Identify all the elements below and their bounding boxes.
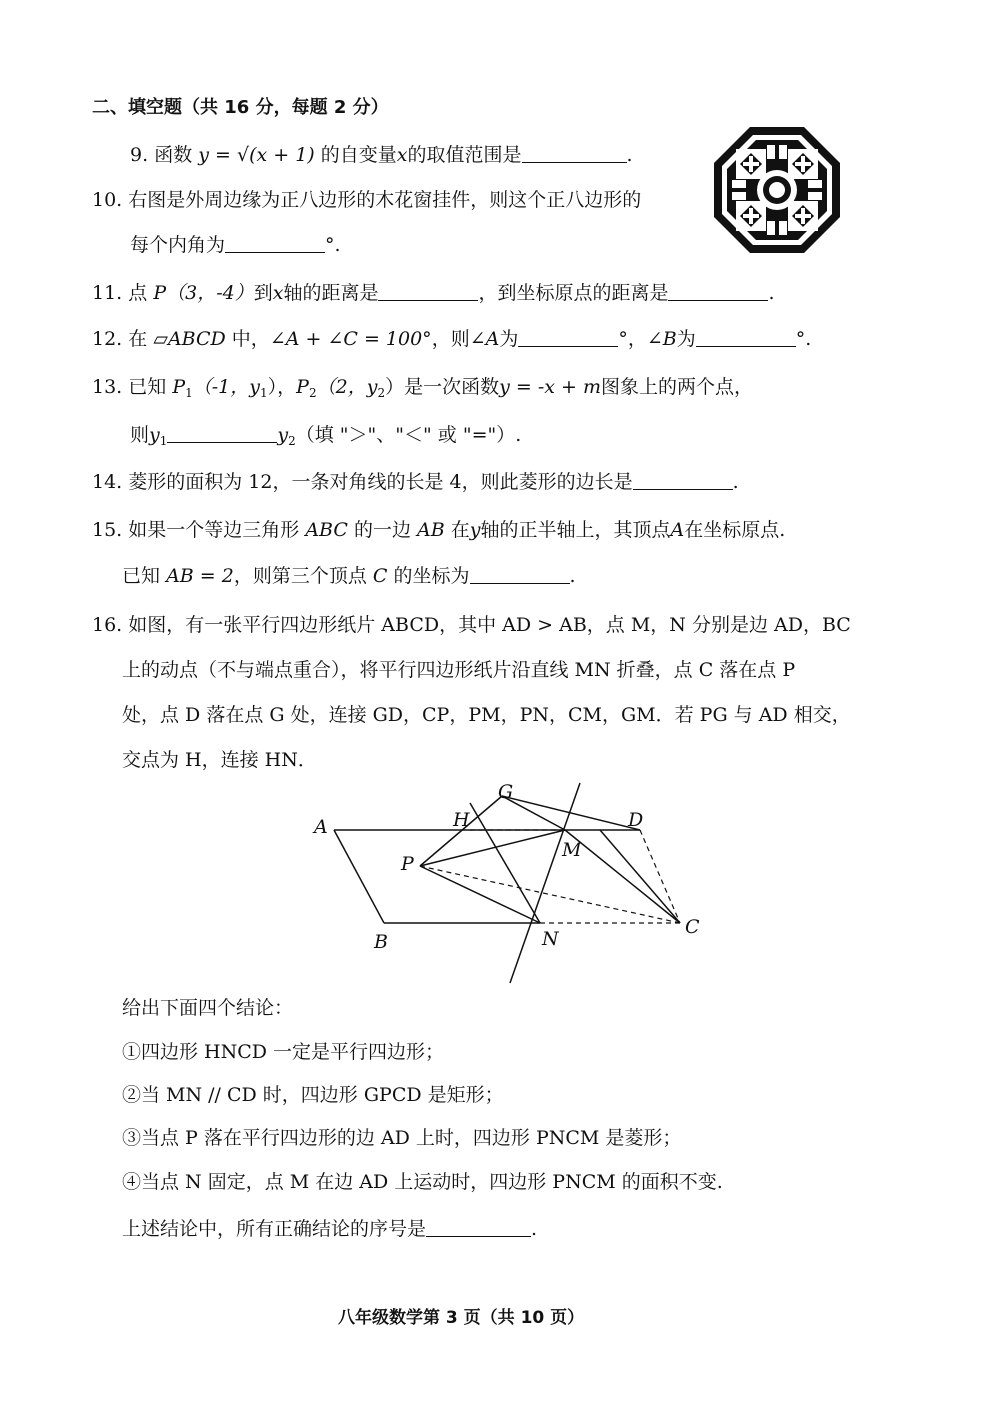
question-13-line-2: 则$y_1$ $y_2$（填 "＞"、"＜" 或 "="）.	[130, 424, 522, 448]
question-10-line-2: 每个内角为 °.	[130, 234, 341, 256]
figure-label-h: H	[453, 809, 470, 831]
question-number: 12.	[92, 328, 123, 350]
question-number: 9.	[130, 144, 149, 166]
page-footer: 八年级数学第 3 页（共 10 页）	[338, 1308, 585, 1328]
answer-blank	[426, 1218, 531, 1237]
question-number: 13.	[92, 376, 123, 398]
figure-label-b: B	[374, 931, 388, 953]
answer-blank	[696, 328, 796, 347]
answer-blank	[668, 282, 768, 301]
question-number: 16.	[92, 614, 123, 636]
answer-blank	[378, 282, 478, 301]
figure-label-a: A	[314, 816, 328, 838]
question-16-line-2: 上的动点（不与端点重合），将平行四边形纸片沿直线 MN 折叠，点 C 落在点 P	[122, 659, 796, 681]
parallelogram-fold-figure	[310, 778, 710, 988]
question-9: 9. 函数 y = √(x + 1) 的自变量x的取值范围是 .	[130, 144, 633, 166]
answer-blank	[225, 234, 325, 253]
question-12: 12. 在 ▱ABCD 中，∠A + ∠C = 100°，则∠A为 °，∠B为 °.	[92, 328, 812, 350]
answer-blank	[522, 144, 627, 163]
question-16: 16. 如图，有一张平行四边形纸片 ABCD，其中 AD > AB，点 M，N 分别是边 AD，BC	[92, 614, 851, 636]
question-10: 10. 右图是外周边缘为正八边形的木花窗挂件，则这个正八边形的	[92, 189, 642, 211]
conclusion-3: ③当点 P 落在平行四边形的边 AD 上时，四边形 PNCM 是菱形；	[122, 1127, 682, 1149]
question-number: 10.	[92, 189, 123, 211]
answer-blank	[518, 328, 618, 347]
figure-label-d: D	[628, 809, 644, 831]
question-15-line-2: 已知 AB = 2，则第三个顶点 C 的坐标为 .	[122, 565, 576, 587]
conclusion-1: ①四边形 HNCD 一定是平行四边形；	[122, 1041, 445, 1063]
figure-label-g: G	[498, 781, 514, 803]
answer-blank	[470, 565, 570, 584]
question-number: 15.	[92, 519, 123, 541]
function-formula: y = √(x + 1)	[198, 144, 315, 166]
section-heading: 二、填空题（共 16 分，每题 2 分）	[92, 97, 389, 118]
question-14: 14. 菱形的面积为 12，一条对角线的长是 4，则此菱形的边长是 .	[92, 471, 739, 493]
figure-label-n: N	[542, 928, 559, 950]
answer-blank	[167, 424, 277, 443]
figure-label-m: M	[562, 839, 582, 861]
conclusion-4: ④当点 N 固定，点 M 在边 AD 上运动时，四边形 PNCM 的面积不变.	[122, 1171, 723, 1193]
question-16-line-3: 处，点 D 落在点 G 处，连接 GD，CP，PM，PN，CM，GM．若 PG 与 AD 相交，	[122, 704, 851, 726]
question-13: 13. 已知 $P_1(-1$，$y_1$），$P_2(2$，$y_2$）是一次函数y = -x + m图象上的两个点，	[92, 376, 754, 400]
question-number: 11.	[92, 282, 123, 304]
question-15: 15. 如果一个等边三角形 ABC 的一边 AB 在y轴的正半轴上，其顶点A在坐标原点.	[92, 519, 786, 541]
answer-blank	[633, 471, 733, 490]
question-16-line-4: 交点为 H，连接 HN．	[122, 749, 317, 771]
conclusion-intro: 给出下面四个结论：	[122, 997, 294, 1019]
conclusion-2: ②当 MN // CD 时，四边形 GPCD 是矩形；	[122, 1084, 504, 1106]
figure-label-c: C	[685, 916, 700, 938]
question-number: 14.	[92, 471, 123, 493]
question-11: 11. 点 P（3，-4）到x轴的距离是 ，到坐标原点的距离是 .	[92, 282, 775, 304]
figure-label-p: P	[401, 853, 414, 875]
octagonal-window-image	[712, 125, 842, 255]
final-question: 上述结论中，所有正确结论的序号是 .	[122, 1218, 538, 1240]
